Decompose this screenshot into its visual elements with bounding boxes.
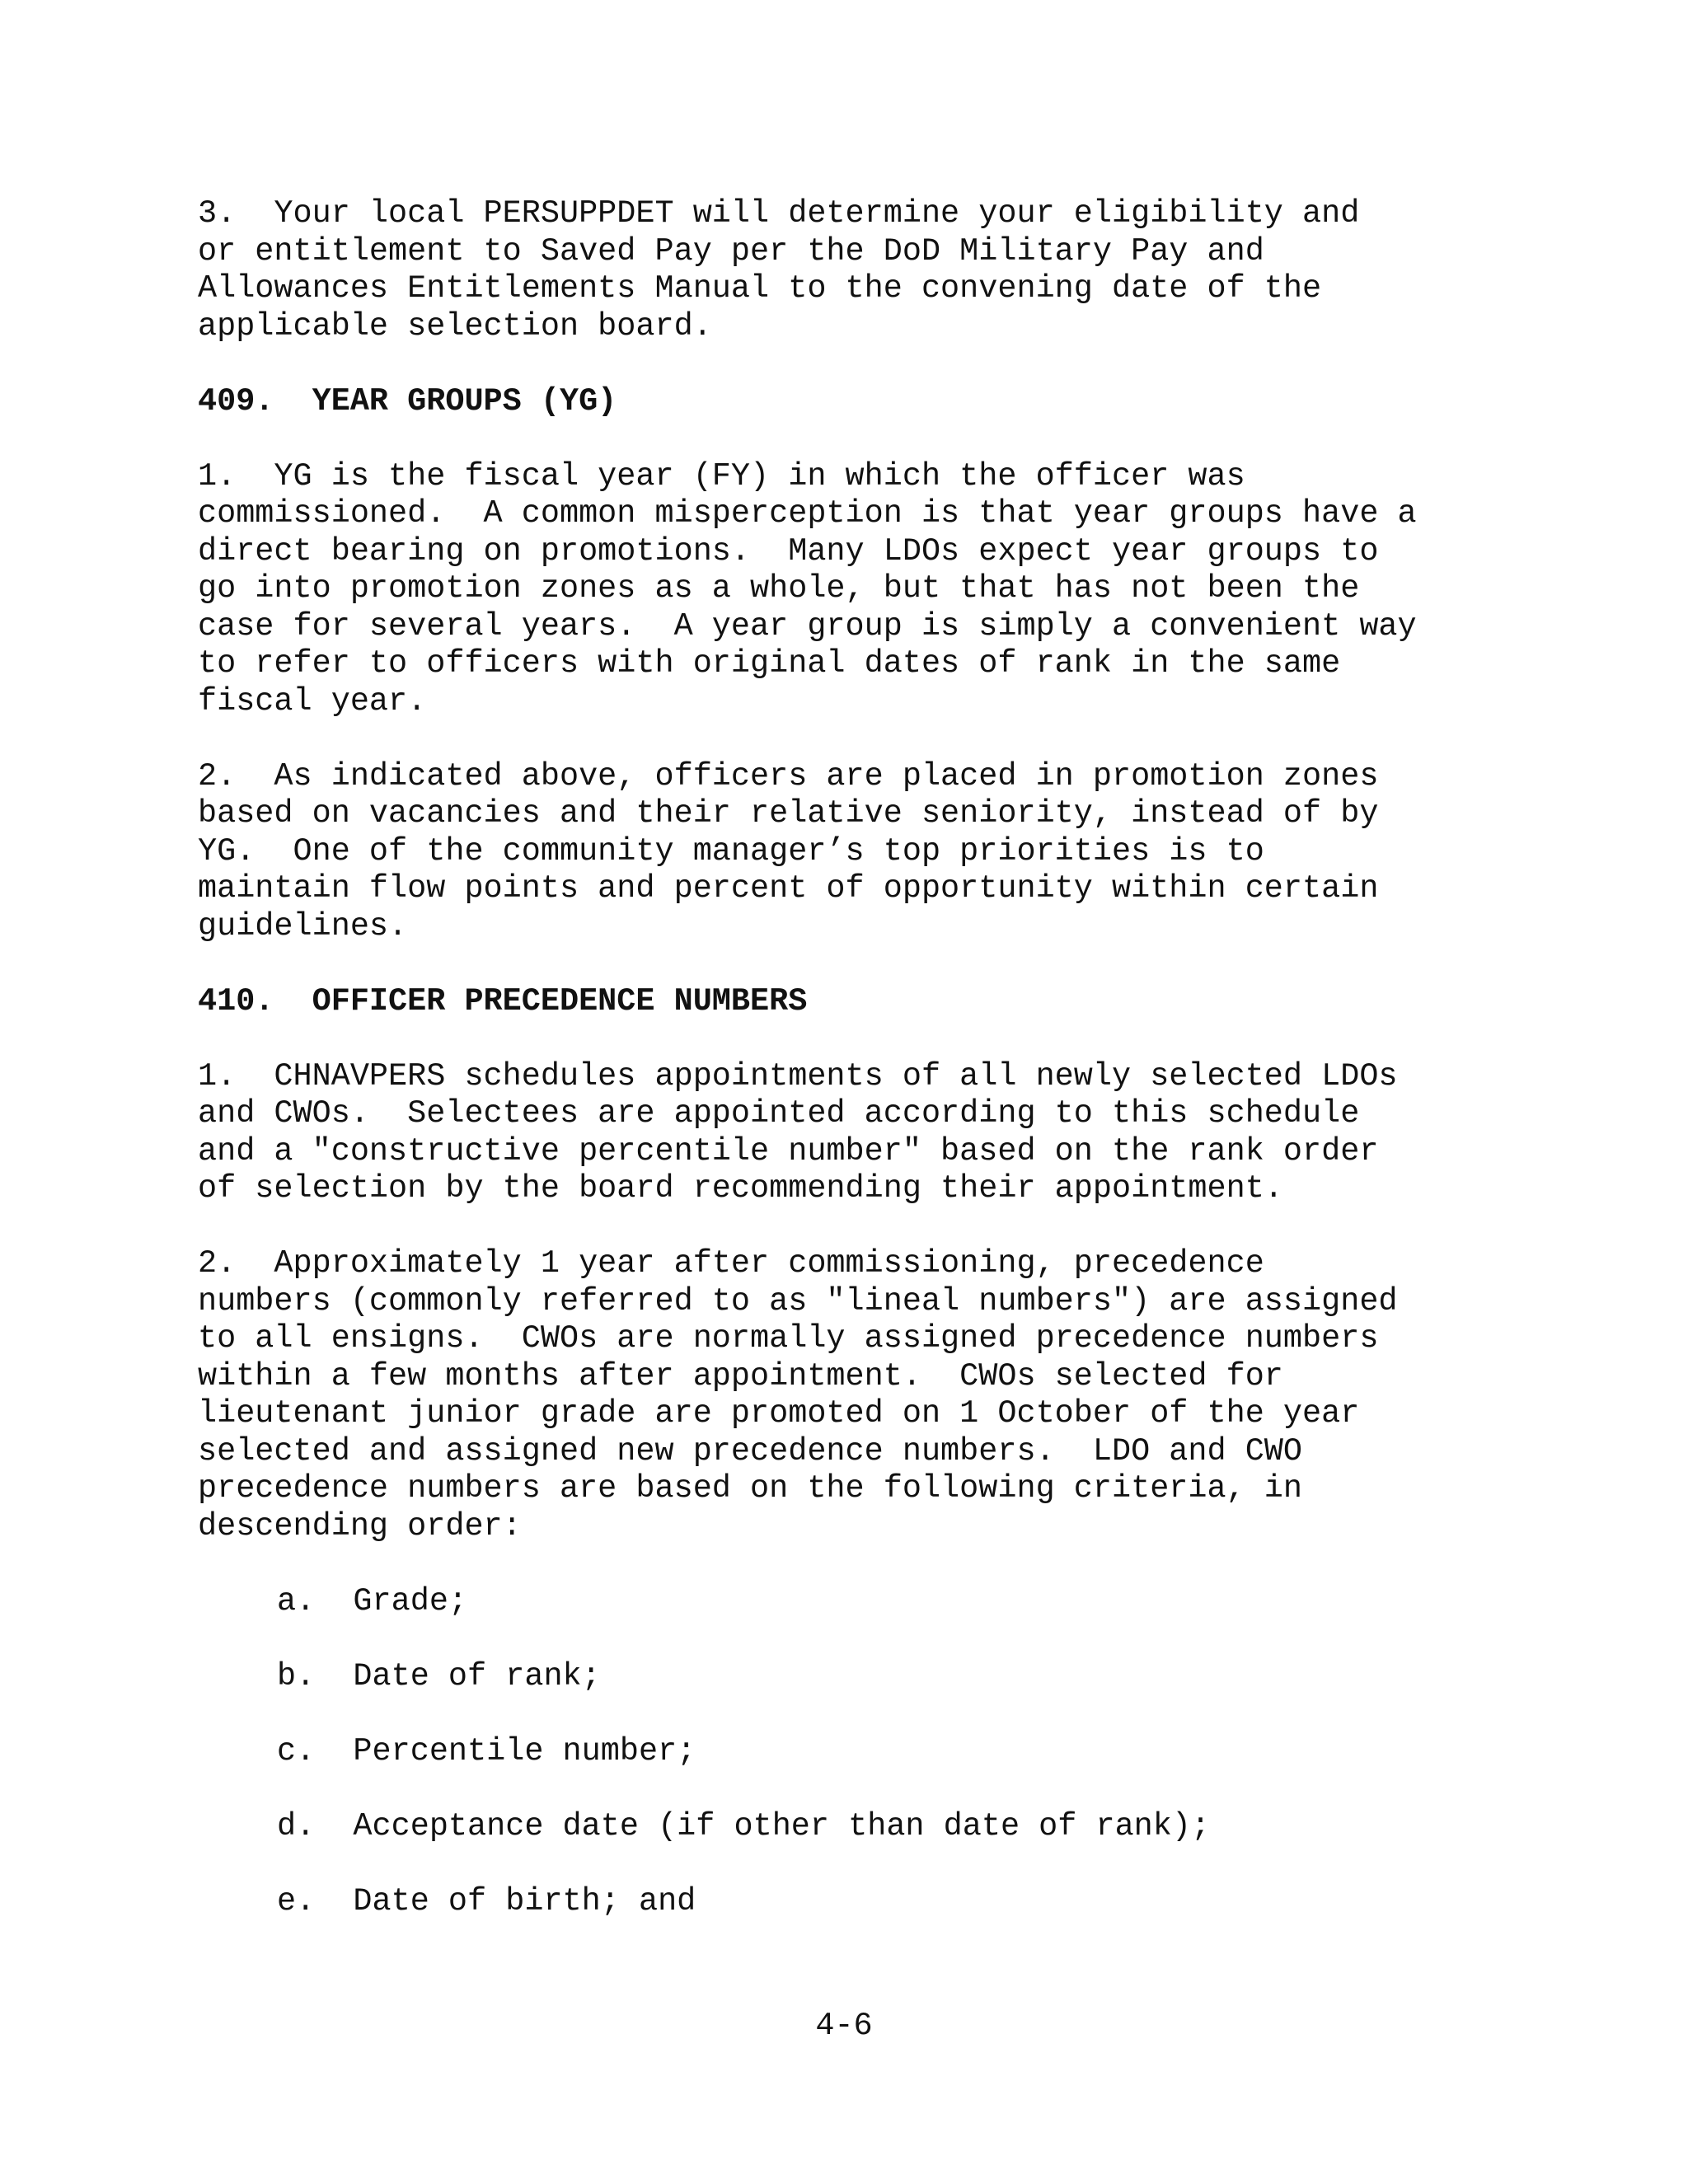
- list-item: e. Date of birth; and: [277, 1882, 696, 1919]
- text-line: or entitlement to Saved Pay per the DoD Military Pay and: [198, 232, 1264, 269]
- text-line: applicable selection board.: [198, 307, 712, 344]
- text-line: and a "constructive percentile number" based on the rank order: [198, 1132, 1379, 1169]
- text-line: numbers (commonly referred to as "lineal numbers") are assigned: [198, 1282, 1398, 1319]
- text-line: go into promotion zones as a whole, but that has not been the: [198, 570, 1360, 607]
- text-line: of selection by the board recommending their appointment.: [198, 1170, 1283, 1207]
- list-item: a. Grade;: [277, 1582, 468, 1619]
- criteria-list: [198, 1583, 1500, 1921]
- spacer: [198, 1695, 1500, 1733]
- paragraph-409-2: [198, 758, 1500, 946]
- text-line: guidelines.: [198, 907, 408, 944]
- spacer: [198, 420, 1500, 458]
- paragraph-410-1: [198, 1058, 1500, 1208]
- text-line: maintain flow points and percent of opportunity within certain: [198, 870, 1379, 907]
- text-line: case for several years. A year group is simply a convenient way: [198, 607, 1417, 644]
- text-line: and CWOs. Selectees are appointed according to this schedule: [198, 1095, 1360, 1132]
- text-line: 2. As indicated above, officers are placed in promotion zones: [198, 757, 1379, 794]
- text-line: direct bearing on promotions. Many LDOs expect year groups to: [198, 532, 1379, 569]
- text-line: 1. CHNAVPERS schedules appointments of all newly selected LDOs: [198, 1057, 1398, 1094]
- section-heading-410: 410. OFFICER PRECEDENCE NUMBERS: [198, 982, 808, 1019]
- page-number: 4-6: [815, 2008, 873, 2044]
- list-item: d. Acceptance date (if other than date of rank);: [277, 1807, 1211, 1844]
- text-line: precedence numbers are based on the following criteria, in: [198, 1470, 1303, 1507]
- section-heading-409: 409. YEAR GROUPS (YG): [198, 382, 617, 419]
- list-item: b. Date of rank;: [277, 1657, 601, 1694]
- spacer: [198, 945, 1500, 983]
- spacer: [198, 1545, 1500, 1583]
- text-line: 1. YG is the fiscal year (FY) in which the officer was: [198, 457, 1245, 494]
- document-page: [198, 195, 1500, 1920]
- text-line: to all ensigns. CWOs are normally assigned precedence numbers: [198, 1320, 1379, 1357]
- text-line: descending order:: [198, 1507, 522, 1544]
- spacer: [198, 720, 1500, 758]
- text-line: lieutenant junior grade are promoted on 1 October of the year: [198, 1395, 1360, 1432]
- spacer: [198, 1845, 1500, 1883]
- text-line: selected and assigned new precedence numbers. LDO and CWO: [198, 1432, 1303, 1469]
- text-line: to refer to officers with original dates of rank in the same: [198, 645, 1341, 682]
- paragraph-409-1: [198, 458, 1500, 721]
- text-line: commissioned. A common misperception is that year groups have a: [198, 495, 1417, 532]
- text-line: YG. One of the community manager’s top priorities is to: [198, 832, 1264, 869]
- text-line: 2. Approximately 1 year after commissioning, precedence: [198, 1245, 1264, 1282]
- paragraph-408-3: [198, 195, 1500, 345]
- text-line: 3. Your local PERSUPPDET will determine your eligibility and: [198, 195, 1360, 232]
- spacer: [198, 1020, 1500, 1058]
- spacer: [198, 1208, 1500, 1246]
- text-line: Allowances Entitlements Manual to the convening date of the: [198, 270, 1322, 307]
- text-line: fiscal year.: [198, 682, 427, 719]
- spacer: [198, 1620, 1500, 1658]
- text-line: based on vacancies and their relative seniority, instead of by: [198, 795, 1379, 832]
- text-line: within a few months after appointment. CWOs selected for: [198, 1357, 1283, 1394]
- spacer: [198, 345, 1500, 383]
- paragraph-410-2: [198, 1245, 1500, 1545]
- list-item: c. Percentile number;: [277, 1732, 696, 1769]
- spacer: [198, 1770, 1500, 1808]
